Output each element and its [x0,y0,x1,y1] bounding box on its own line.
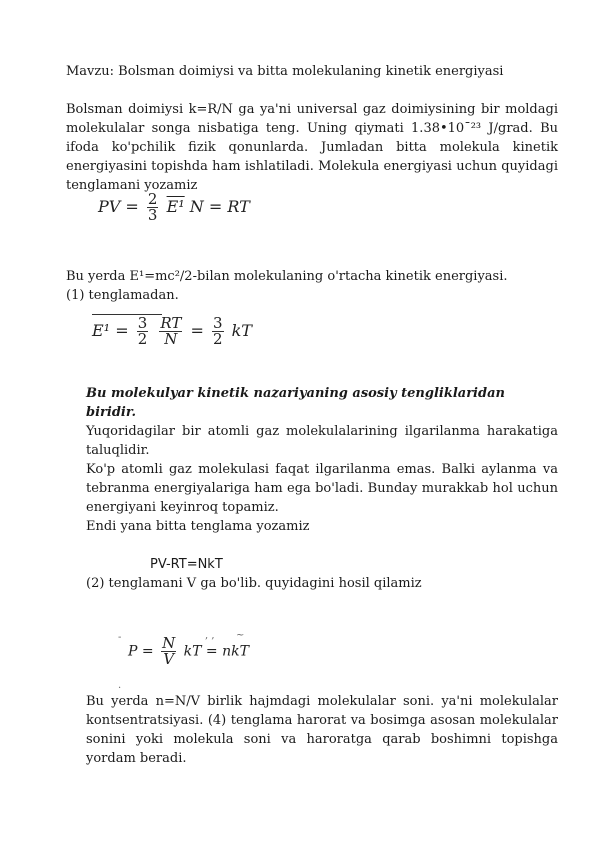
paragraph-next-equation: Endi yana bitta tenglama yozamiz [86,519,310,534]
eq2-fraction-1 [137,316,149,347]
eq4-denominator: V [163,650,175,668]
paragraph-concentration: Bu yerda n=N/V birlik hajmdagi molekulalar soni. ya'ni molekulalar kontsentratsiyasi. (4) tenglama harorat va bosimga asosan molekulalar sonini yoki molekula soni va haroratga qarab boshimni topishga yordam beradi. [86,694,558,766]
eq2-lhs: E¹ [92,321,111,340]
eq4-equals-1: = [141,643,154,660]
eq1-numerator: 2 [147,190,158,208]
eq1-equals: = [125,197,139,216]
eq2-numerator-2: RT [160,314,182,332]
from-equation-2-line: (2) tenglamani V ga bo'lib. quyidagini hosil qilamiz [86,576,422,591]
scan-mark: - [118,632,122,643]
bold-heading: Bu molekulyar kinetik nazariyaning asosiy tengliklaridan biridir. [86,386,505,420]
section-block [86,384,558,536]
scan-mark: , , [205,630,215,641]
paragraph-monatomic: Yuqoridagilar bir atomli gaz molekulalarining ilgarilanma harakatiga taluqlidir. [86,424,558,458]
scan-mark: . [118,680,122,691]
eq4-rhs: nkT [222,643,249,660]
eq2-fraction-2 [159,316,182,347]
paragraph-boltzmann-constant: Bolsman doimiysi k=R/N ga ya'ni universal gaz doimiysining bir moldagi molekulalar songa nisbatiga teng. Uning qiymati 1.38•10¯²³ J/grad. Bu ifoda ko'pchilik fizik qonunlarda. Jumladan bitta molekula kinetik energiyasini topishda ham ishlatiladi. Molekula energiyasi uchun quyidagi tenglamani yozamiz [66,102,558,193]
overline-rule [92,314,162,315]
eq4-mid: kT [183,643,202,660]
eq2-equals-2: = [190,321,204,340]
eq2-denominator-2: N [164,330,178,348]
eq2-denominator-1: 2 [137,330,148,348]
eq4-lhs: P [128,643,138,660]
eq1-rest: N = RT [189,197,250,216]
document-title: Mavzu: Bolsman doimiysi va bitta molekulaning kinetik energiyasi [66,64,504,79]
equation-pv-energy [98,192,250,223]
equation-pressure [128,636,249,667]
eq2-numerator-1: 3 [137,314,148,332]
equation-pv-nkt: PV-RT=NkT [150,557,223,572]
eq4-fraction [161,636,176,667]
eq4-equals-2: = [205,643,218,660]
eq1-denominator: 3 [147,206,158,224]
eq1-lhs: PV [98,197,121,216]
eq2-denominator-3: 2 [212,330,223,348]
paragraph-polyatomic: Ko'p atomli gaz molekulasi faqat ilgarilanma emas. Balki aylanma va tebranma energiyalariga ham ega bo'ladi. Bunday murakkab hol uchun energiyani keyinroq topamiz. [86,462,558,515]
energy-definition-line: Bu yerda E¹=mc²/2-bilan molekulaning o'rtacha kinetik energiyasi. [66,269,508,284]
eq2-equals-1: = [115,321,129,340]
eq2-rhs: kT [231,321,252,340]
eq1-energy: E¹ [166,197,185,216]
scan-mark: ~ [236,630,245,641]
eq2-fraction-3 [212,316,224,347]
eq2-numerator-3: 3 [212,314,223,332]
from-equation-1-line: (1) tenglamadan. [66,288,179,303]
eq1-fraction [147,192,159,223]
equation-mean-energy [92,316,252,347]
eq4-numerator: N [162,634,176,652]
